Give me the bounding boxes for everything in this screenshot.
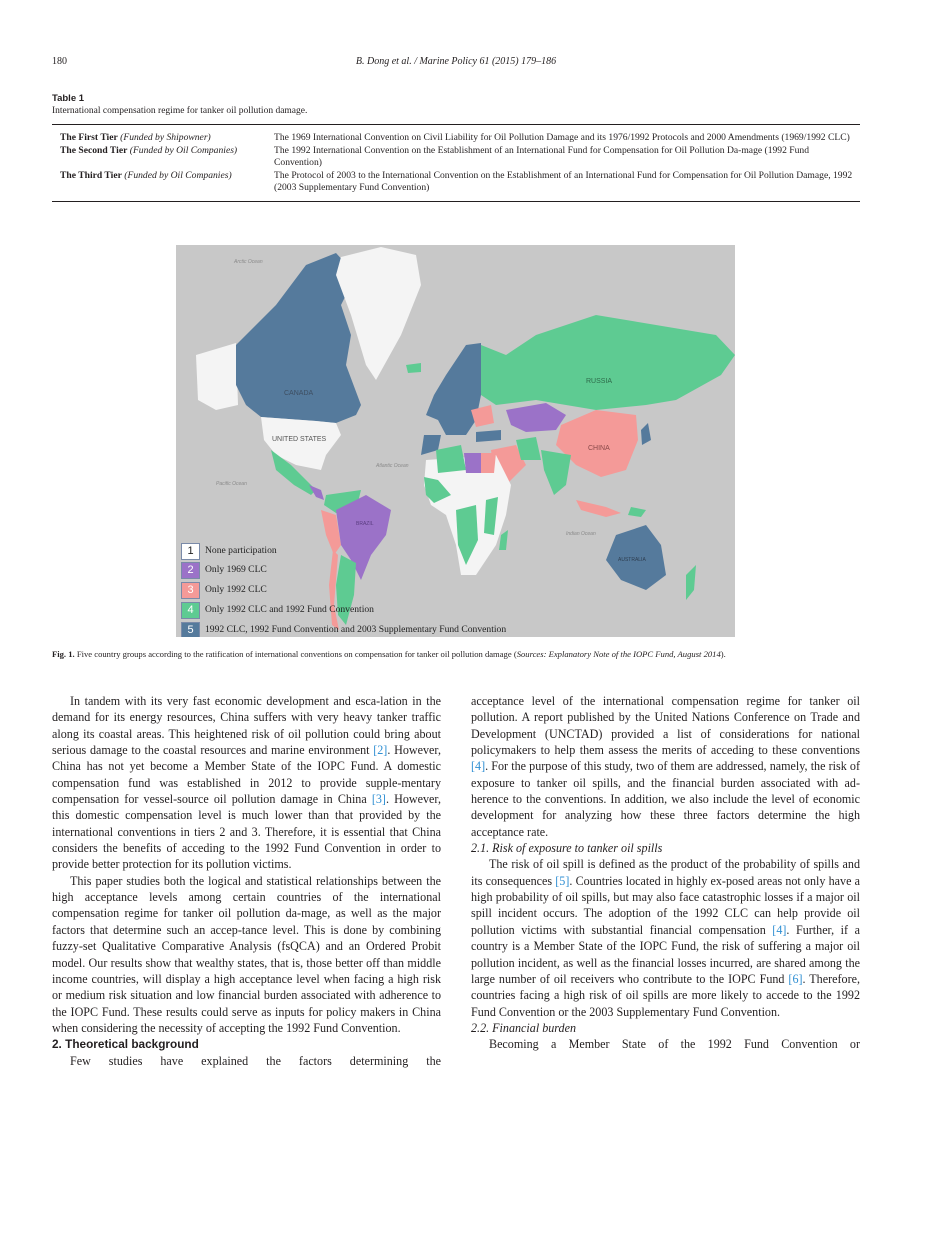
paragraph bbox=[471, 856, 860, 1019]
legend-swatch: 4 bbox=[181, 602, 200, 619]
text-run: . Therefore, countries facing a high risk of oil spills are more likely to accede to the 1992 Fund Convention or the 2003 Supplementary Fund Convention. bbox=[471, 971, 860, 1019]
paragraph: This paper studies both the logical and statistical relationships between the high acceptance levels among certain countries of the international compensation regime for tanker oil pollution da-mage, as well as the major factors that determine such an accep-tance level. This is done by combining fuzzy-set Qualitative Comparative Analysis (fsQCA) and an Ordered Probit model. Our results show that wealthy states, that is, those better off than middle income countries, will display a high acceptance level when facing a high risk or medium risk situation and low financial burden associated with adherence to the IOPC Fund. These results could serve as inputs for policy makers in China when considering the necessity of accepting the 1992 Fund Convention. bbox=[52, 873, 441, 1035]
section-heading: 2. Theoretical background bbox=[52, 1037, 199, 1052]
figure-1-map bbox=[176, 245, 735, 637]
label-russia: RUSSIA bbox=[586, 378, 613, 385]
table-caption-text: International compensation regime for tanker oil pollution damage. bbox=[52, 106, 308, 116]
region-algeria bbox=[436, 445, 466, 473]
citation-link[interactable]: [6] bbox=[788, 971, 803, 986]
citation-link[interactable]: [3] bbox=[371, 792, 386, 807]
label-china: CHINA bbox=[588, 445, 610, 452]
legend-label: 1992 CLC, 1992 Fund Convention and 2003 Supplementary Fund Convention bbox=[205, 624, 507, 635]
left-column bbox=[52, 693, 441, 1069]
region-egypt bbox=[481, 453, 496, 473]
paragraph bbox=[52, 693, 441, 873]
tier-name: The Second Tier bbox=[60, 144, 128, 156]
table-row bbox=[52, 145, 860, 170]
legend-swatch: 1 bbox=[181, 543, 200, 560]
table-caption bbox=[52, 93, 860, 117]
table-row bbox=[52, 170, 860, 201]
paragraph: Few studies have explained the factors determining the bbox=[70, 1053, 441, 1068]
tier-description: The Protocol of 2003 to the International Convention on the Establishment of an International Fund for Compensation for Oil Pollution Damage, 1992 (2003 Supplementary Fund Convention) bbox=[274, 169, 853, 194]
region-libya bbox=[464, 453, 481, 473]
figure-caption bbox=[52, 648, 860, 660]
label-pacific: Pacific Ocean bbox=[216, 481, 247, 487]
text-run: The risk of oil spill is defined as the product of the probability of spills and its consequences bbox=[471, 857, 860, 888]
legend-swatch: 3 bbox=[181, 582, 200, 599]
running-head bbox=[52, 56, 860, 70]
figure-caption-end: ). bbox=[720, 649, 726, 659]
legend-label: None participation bbox=[205, 545, 277, 556]
label-indian: Indian Ocean bbox=[566, 531, 596, 537]
citation-link[interactable]: [2] bbox=[373, 743, 388, 758]
text-run: . However, this domestic compensation level is much lower than that provided by the international conventions in tiers 2 and 3. Therefore, it is essential that China considers the benefits of acceding to the 1992 Fund Convention in order to provide better protection for its pollution victims. bbox=[52, 792, 441, 872]
citation-link[interactable]: [5] bbox=[555, 873, 570, 888]
label-arctic: Arctic Ocean bbox=[234, 259, 263, 265]
table-row bbox=[52, 125, 860, 145]
tier-name: The Third Tier bbox=[60, 169, 122, 181]
legend-swatch: 2 bbox=[181, 562, 200, 579]
table-label: Table 1 bbox=[52, 93, 85, 104]
tier-cell bbox=[52, 170, 274, 201]
text-run: . However, China has not yet become a Member State of the IOPC Fund. A domestic compensation fund was established in 2012 to provide supple-mentary compensation for vessel-source oil pollution damage in China bbox=[52, 743, 441, 807]
citation-link[interactable]: [4] bbox=[471, 759, 486, 774]
subsection-heading: 2.1. Risk of exposure to tanker oil spills bbox=[471, 841, 663, 856]
legend-label: Only 1992 CLC and 1992 Fund Convention bbox=[205, 604, 374, 615]
legend-swatch: 5 bbox=[181, 622, 200, 637]
paragraph bbox=[471, 693, 860, 840]
text-run: . Further, if a country is a Member State of the IOPC Fund, the risk of suffering a major oil pollution incident, as well as the financial losses incurred, are shared among the large number of oil receivers who contribute to the IOPC Fund bbox=[471, 922, 860, 986]
legend-label: Only 1969 CLC bbox=[205, 564, 267, 575]
tier-cell bbox=[52, 145, 274, 170]
label-australia: AUSTRALIA bbox=[618, 557, 646, 563]
tier-funding: (Funded by Shipowner) bbox=[120, 132, 211, 143]
tier-description: The 1992 International Convention on the Establishment of an International Fund for Compensation for Oil Pollution Da-mage (1992 Fund Convention) bbox=[274, 144, 810, 169]
text-run: In tandem with its very fast economic development and esca-lation in the demand for its energy resources, China suffers with very heavy tanker traffic along its coastal areas. This heightened risk of oil pollution could bring about serious damage to the coastal resources and marine environment bbox=[52, 694, 441, 758]
tier-funding: (Funded by Oil Companies) bbox=[129, 144, 238, 156]
tier-funding: (Funded by Oil Companies) bbox=[124, 169, 232, 181]
figure-caption-text: Five country groups according to the ratification of international conventions on compensation for tanker oil pollution damage ( bbox=[76, 649, 517, 659]
subsection-heading: 2.2. Financial burden bbox=[471, 1020, 577, 1035]
label-brazil: BRAZIL bbox=[356, 521, 374, 527]
tiers-table bbox=[52, 125, 860, 201]
table-1 bbox=[52, 124, 860, 202]
figure-label: Fig. 1. bbox=[52, 649, 75, 659]
citation-link[interactable]: [4] bbox=[772, 922, 787, 937]
text-run: . Countries located in highly ex-posed areas not only have a high probability of oil spills, but may also face catastrophic losses if a major oil spill incident occurs. The adoption of the 1992 CLC can help provide oil pollution victims with substantial financial compensation bbox=[471, 873, 860, 937]
text-run: acceptance level of the international compensation regime for tanker oil pollution. A report published by the United Nations Conference on Trade and Development (UNCTAD) provided a list of considerations for national policymakers to help them assess the merits of acceding to these conventions bbox=[471, 694, 860, 758]
figure-caption-source: Sources: Explanatory Note of the IOPC Fund, August 2014 bbox=[516, 649, 721, 659]
region-turkey bbox=[476, 430, 501, 442]
text-run: . For the purpose of this study, two of them are addressed, namely, the risk of exposure to tanker oil spills, and the financial burden associated with ad-herence to the conventions. In addition, we also include the level of economic development for analyzing how these three factors determine the high acceptance rate. bbox=[471, 759, 860, 839]
right-column bbox=[471, 693, 860, 1053]
legend-label: Only 1992 CLC bbox=[205, 584, 267, 595]
label-atlantic: Atlantic Ocean bbox=[376, 463, 409, 469]
paragraph: Becoming a Member State of the 1992 Fund Convention or bbox=[489, 1037, 860, 1052]
table-bottom-rule bbox=[52, 201, 860, 202]
tier-name: The First Tier bbox=[60, 132, 118, 143]
tier-description: The 1969 International Convention on Civil Liability for Oil Pollution Damage and its 1976/1992 Protocols and 2000 Amendments (1969/1992 CLC) bbox=[274, 132, 850, 143]
label-canada: CANADA bbox=[284, 390, 314, 397]
world-map bbox=[176, 245, 735, 637]
label-usa: UNITED STATES bbox=[272, 436, 327, 443]
page-number: 180 bbox=[52, 56, 67, 67]
tier-cell bbox=[52, 125, 274, 145]
running-title: B. Dong et al. / Marine Policy 61 (2015) 179–186 bbox=[355, 56, 557, 67]
